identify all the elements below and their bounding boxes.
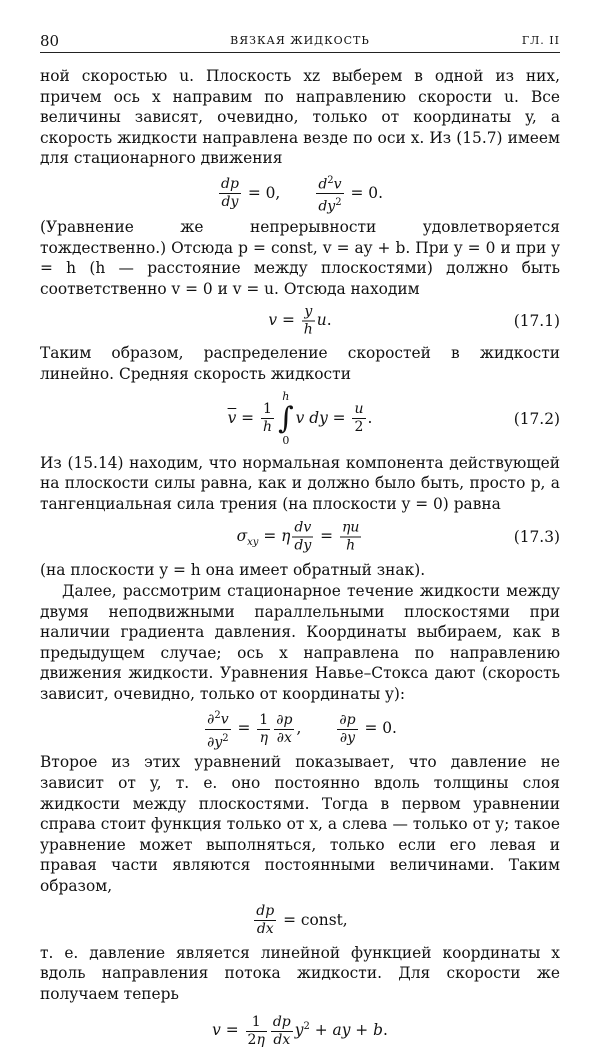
running-header bbox=[40, 30, 560, 53]
chapter-label: ГЛ. II bbox=[521, 34, 560, 47]
equation-d: v = $\frac{1}{2\eta}$ $\frac{dp}{dx}$ $y^2$ + ay + b. bbox=[212, 1014, 388, 1049]
paragraph-7: Второе из этих уравнений показывает, что давление не зависит от y, т. е. оно постоянно вдоль толщины слоя жидкости между плоскостями. Тогда в первом уравнении справа стоит функция только от x, а слева — только от y; такое уравнение может выполняться, только если его левая и правая части являются постоянными величинами. Таким образом, bbox=[40, 753, 560, 896]
equation-a: $\frac{dp}{dy}$ = 0, $\frac{d^2v}{dy^2}$ = 0. bbox=[40, 171, 560, 215]
paragraph-3: Таким образом, распределение скоростей в жидкости линейно. Средняя скорость жидкости bbox=[40, 344, 560, 383]
paragraph-4: Из (15.14) находим, что нормальная компонента действующей на плоскости силы равна, как и должно было быть, просто p, а тангенциальная сила трения (на плоскости y = 0) равна bbox=[40, 453, 560, 513]
equation-b: $\frac{\partial^2v}{\partial y^2}$ = $\frac{1}{\eta}$ $\frac{\partial p}{\partial x}$ , $\frac{\partial p}{\partial y}$ = 0. bbox=[40, 706, 560, 750]
equation-number-17-1: (17.1) bbox=[513, 312, 560, 331]
paragraph-2: (Уравнение же непрерывности удовлетворяется тождественно.) Отсюда p = const, v = ay + b. При y = 0 и при y = h (h — расстояние между плоскостями) должно быть соответственно v = 0 и v = u. Отсюда находим bbox=[40, 217, 560, 298]
paragraph-8: т. е. давление является линейной функцией координаты x вдоль направления потока жидкости. Для скорости же получаем теперь bbox=[40, 943, 560, 1003]
equation-c: $\frac{dp}{dx}$ = const, bbox=[256, 903, 348, 938]
equation-17-3: $\sigma_{xy} = \eta$ $\frac{dv}{dy}$ = $\frac{\eta u}{h}$ (17.3) bbox=[236, 519, 560, 554]
equation-number-17-3: (17.3) bbox=[513, 528, 560, 547]
running-title: ВЯЗКАЯ ЖИДКОСТЬ bbox=[230, 34, 370, 47]
equation-number-17-2: (17.2) bbox=[513, 409, 560, 428]
paragraph-6: Далее, рассмотрим стационарное течение жидкости между двумя неподвижными параллельными плоскостями при наличии градиента давления. Координаты выбираем, как в предыдущем случае; ось x направлена по направлению движения жидкости. Уравнения Навье–Стокса дают (скорость зависит, очевидно, только от координаты y): bbox=[40, 581, 560, 703]
equation-17-1: v = $\frac{y}{h}$ u. (17.1) bbox=[268, 303, 560, 338]
page-body bbox=[40, 66, 560, 1050]
paragraph-1: ной скоростью u. Плоскость xz выберем в одной из них, причем ось x направим по направлению скорости u. Все величины зависят, очевидно, только от координаты y, а скорость жидкости направлена везде по оси x. Из (15.7) имеем для стационарного движения bbox=[40, 67, 560, 168]
page-number: 80 bbox=[40, 32, 60, 50]
equation-17-2: $\overline{v}$ = $\frac{1}{h}$ h ∫ 0 v dy = $\frac{u}{2}$ . (17.2) bbox=[227, 389, 560, 447]
paragraph-5: (на плоскости y = h она имеет обратный знак). bbox=[40, 561, 426, 580]
